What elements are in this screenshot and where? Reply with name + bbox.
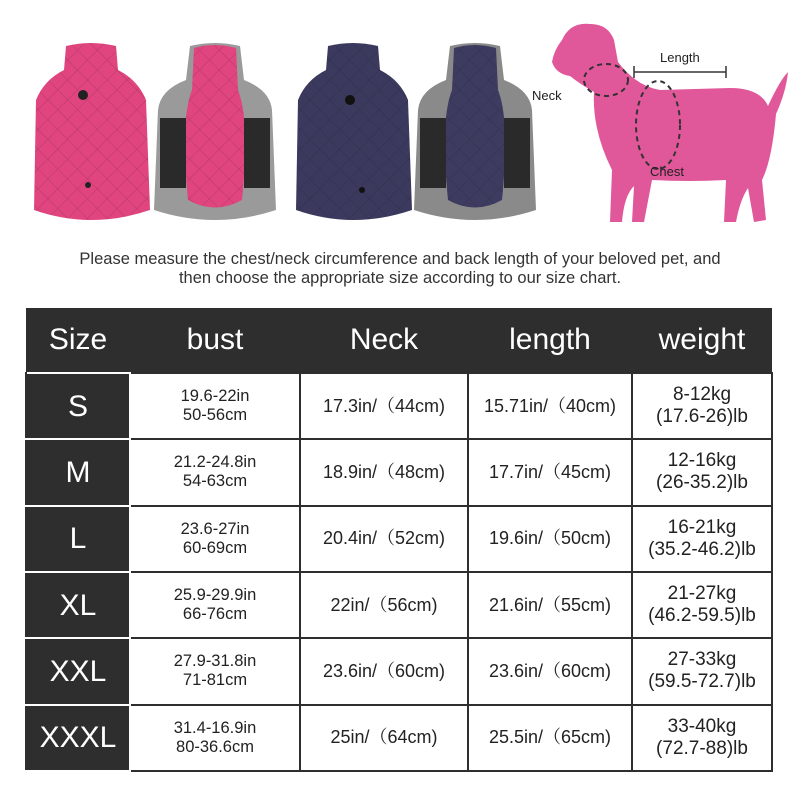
instructions-line-2: then choose the appropriate size according to our size chart. xyxy=(178,269,622,287)
weight-cell xyxy=(632,439,772,505)
bust-cell xyxy=(130,506,300,572)
size-chart-table xyxy=(25,308,773,772)
weight-kg: 33-40kg xyxy=(667,715,737,737)
header-length: length xyxy=(468,308,632,373)
table-header-row xyxy=(26,308,772,373)
pink-coat-front-image xyxy=(28,40,154,230)
weight-lb: (35.2-46.2)lb xyxy=(648,538,756,560)
dog-measurement-diagram xyxy=(532,10,800,250)
weight-cell xyxy=(632,572,772,638)
chest-label: Chest xyxy=(650,164,684,179)
weight-lb: (72.7-88)lb xyxy=(656,737,748,759)
weight-kg: 21-27kg xyxy=(667,583,737,605)
neck-cell: 20.4in/（52cm) xyxy=(300,506,468,572)
table-row xyxy=(26,638,772,704)
bust-cell xyxy=(130,572,300,638)
header-weight: weight xyxy=(632,308,772,373)
size-cell: XL xyxy=(26,572,130,638)
bust-in: 19.6-22in xyxy=(180,387,250,406)
weight-cell xyxy=(632,705,772,771)
bust-cell xyxy=(130,638,300,704)
header-bust: bust xyxy=(130,308,300,373)
bust-cm: 50-56cm xyxy=(182,406,248,425)
bust-cm: 54-63cm xyxy=(182,472,248,491)
neck-cell: 23.6in/（60cm) xyxy=(300,638,468,704)
size-cell: XXXL xyxy=(26,705,130,771)
bust-cm: 71-81cm xyxy=(182,671,248,690)
navy-coat-front-image xyxy=(290,40,416,230)
length-cell: 25.5in/（65cm) xyxy=(468,705,632,771)
length-cell: 21.6in/（55cm) xyxy=(468,572,632,638)
table-row xyxy=(26,705,772,771)
table-row xyxy=(26,572,772,638)
weight-cell xyxy=(632,506,772,572)
table-row xyxy=(26,373,772,439)
neck-cell: 25in/（64cm) xyxy=(300,705,468,771)
measurement-instructions xyxy=(30,250,770,288)
neck-cell: 18.9in/（48cm) xyxy=(300,439,468,505)
table-row xyxy=(26,506,772,572)
neck-cell: 17.3in/（44cm) xyxy=(300,373,468,439)
bust-in: 31.4-16.9in xyxy=(173,718,257,737)
bust-in: 27.9-31.8in xyxy=(173,652,257,671)
length-label: Length xyxy=(660,50,700,65)
bust-cm: 66-76cm xyxy=(182,605,248,624)
navy-coat-back-image xyxy=(410,40,540,230)
table-row xyxy=(26,439,772,505)
length-cell: 15.71in/（40cm) xyxy=(468,373,632,439)
weight-lb: (46.2-59.5)lb xyxy=(648,605,756,627)
weight-lb: (59.5-72.7)lb xyxy=(648,671,756,693)
bust-in: 25.9-29.9in xyxy=(173,586,257,605)
length-cell: 17.7in/（45cm) xyxy=(468,439,632,505)
bust-cell xyxy=(130,439,300,505)
header-neck: Neck xyxy=(300,308,468,373)
length-cell: 19.6in/（50cm) xyxy=(468,506,632,572)
weight-cell xyxy=(632,638,772,704)
bust-cell xyxy=(130,373,300,439)
pink-coat-back-image xyxy=(150,40,280,230)
header-size: Size xyxy=(26,308,130,373)
size-cell: XXL xyxy=(26,638,130,704)
size-cell: S xyxy=(26,373,130,439)
weight-kg: 16-21kg xyxy=(667,516,737,538)
weight-cell xyxy=(632,373,772,439)
size-cell: M xyxy=(26,439,130,505)
instructions-line-1: Please measure the chest/neck circumference and back length of your beloved pet, and xyxy=(79,250,721,268)
bust-cm: 80-36.6cm xyxy=(176,737,254,756)
bust-cell xyxy=(130,705,300,771)
neck-label: Neck xyxy=(532,88,562,103)
bust-in: 21.2-24.8in xyxy=(173,453,257,472)
weight-lb: (26-35.2)lb xyxy=(656,472,748,494)
weight-kg: 27-33kg xyxy=(667,649,737,671)
weight-lb: (17.6-26)lb xyxy=(656,406,748,428)
bust-in: 23.6-27in xyxy=(180,519,250,538)
bust-cm: 60-69cm xyxy=(182,538,248,557)
weight-kg: 8-12kg xyxy=(672,384,732,406)
weight-kg: 12-16kg xyxy=(667,450,737,472)
length-cell: 23.6in/（60cm) xyxy=(468,638,632,704)
size-cell: L xyxy=(26,506,130,572)
neck-cell: 22in/（56cm) xyxy=(300,572,468,638)
